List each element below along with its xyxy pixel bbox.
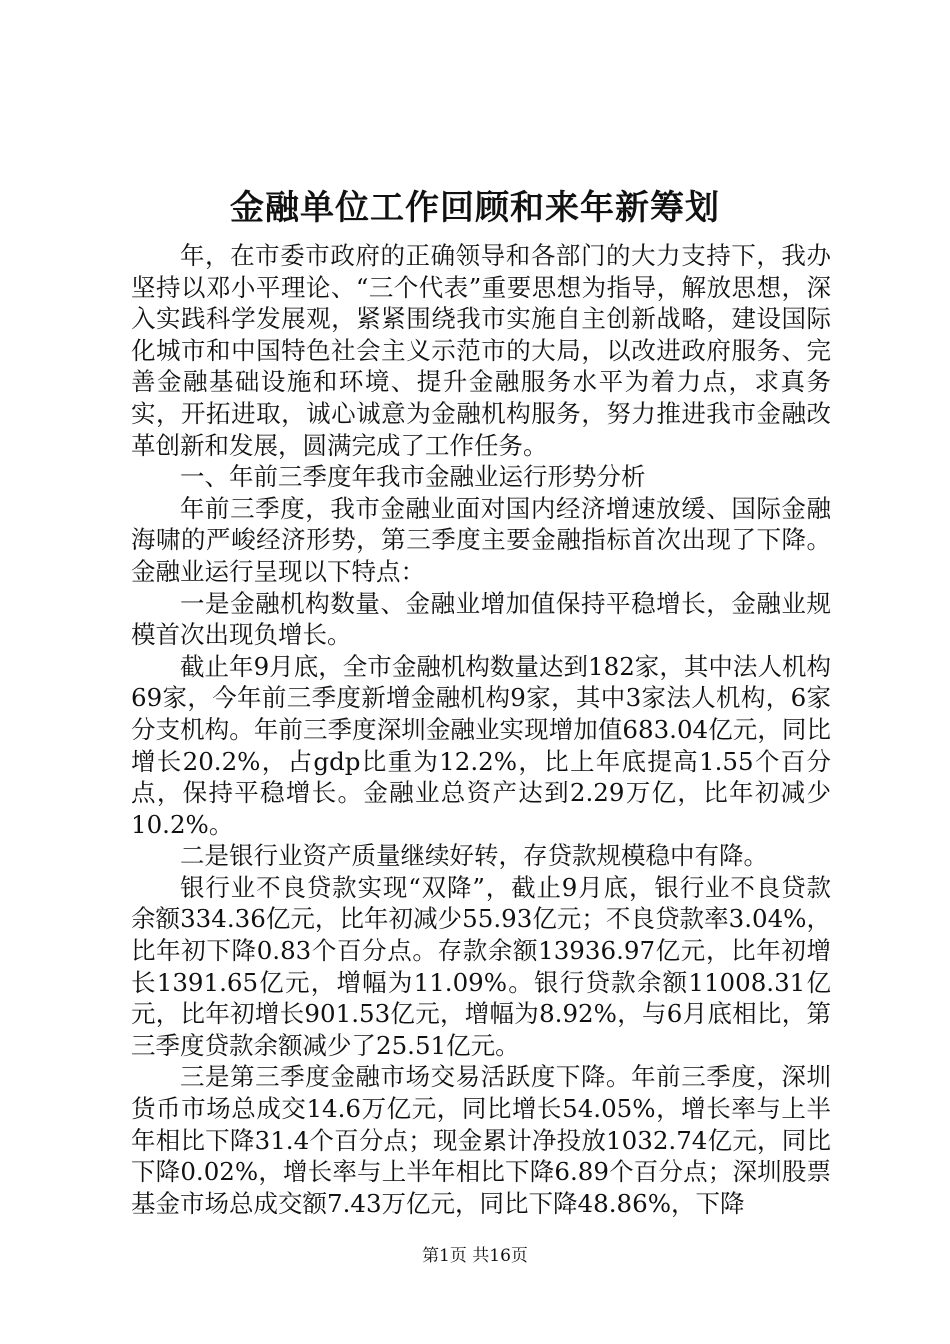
- paragraph: 三是第三季度金融市场交易活跃度下降。年前三季度，深圳货币市场总成交14.6万亿元，同比增长54.05%，增长率与上半年相比下降31.4个百分点；现金累计净投放1032.74亿元，同比下降0.02%，增长率与上半年相比下降6.89个百分点；深圳股票基金市场总成交额7.43万亿元，同比下降48.86%，下降: [131, 1062, 831, 1218]
- paragraph: 年前三季度，我市金融业面对国内经济增速放缓、国际金融海啸的严峻经济形势，第三季度主要金融指标首次出现了下降。金融业运行呈现以下特点：: [131, 493, 831, 586]
- paragraph: 银行业不良贷款实现“双降”，截止9月底，银行业不良贷款余额334.36亿元，比年初减少55.93亿元；不良贷款率3.04%，比年初下降0.83个百分点。存款余额13936.97亿元，比年初增长1391.65亿元，增幅为11.09%。银行贷款余额11008.31亿元，比年初增长901.53亿元，增幅为8.92%，与6月底相比，第三季度贷款余额减少了25.51亿元。: [131, 872, 831, 1060]
- document-body: [131, 240, 831, 1219]
- paragraph: 截止年9月底，全市金融机构数量达到182家，其中法人机构69家，今年前三季度新增金融机构9家，其中3家法人机构，6家分支机构。年前三季度深圳金融业实现增加值683.04亿元，同比增长20.2%，占gdp比重为12.2%，比上年底提高1.55个百分点，保持平稳增长。金融业总资产达到2.29万亿，比年初减少10.2%。: [131, 651, 831, 839]
- section-heading: 一、年前三季度年我市金融业运行形势分析: [180, 462, 646, 492]
- document-title: 金融单位工作回顾和来年新筹划: [230, 188, 720, 228]
- paragraph: 一是金融机构数量、金融业增加值保持平稳增长，金融业规模首次出现负增长。: [131, 588, 831, 650]
- page-footer: 第1页 共16页: [422, 1246, 528, 1266]
- paragraph: 二是银行业资产质量继续好转，存贷款规模稳中有降。: [180, 841, 768, 871]
- paragraph: 年，在市委市政府的正确领导和各部门的大力支持下，我办坚持以邓小平理论、“三个代表”重要思想为指导，解放思想，深入实践科学发展观，紧紧围绕我市实施自主创新战略，建设国际化城市和中国特色社会主义示范市的大局，以改进政府服务、完善金融基础设施和环境、提升金融服务水平为着力点，求真务实，开拓进取，诚心诚意为金融机构服务，努力推进我市金融改革创新和发展，圆满完成了工作任务。: [131, 241, 831, 460]
